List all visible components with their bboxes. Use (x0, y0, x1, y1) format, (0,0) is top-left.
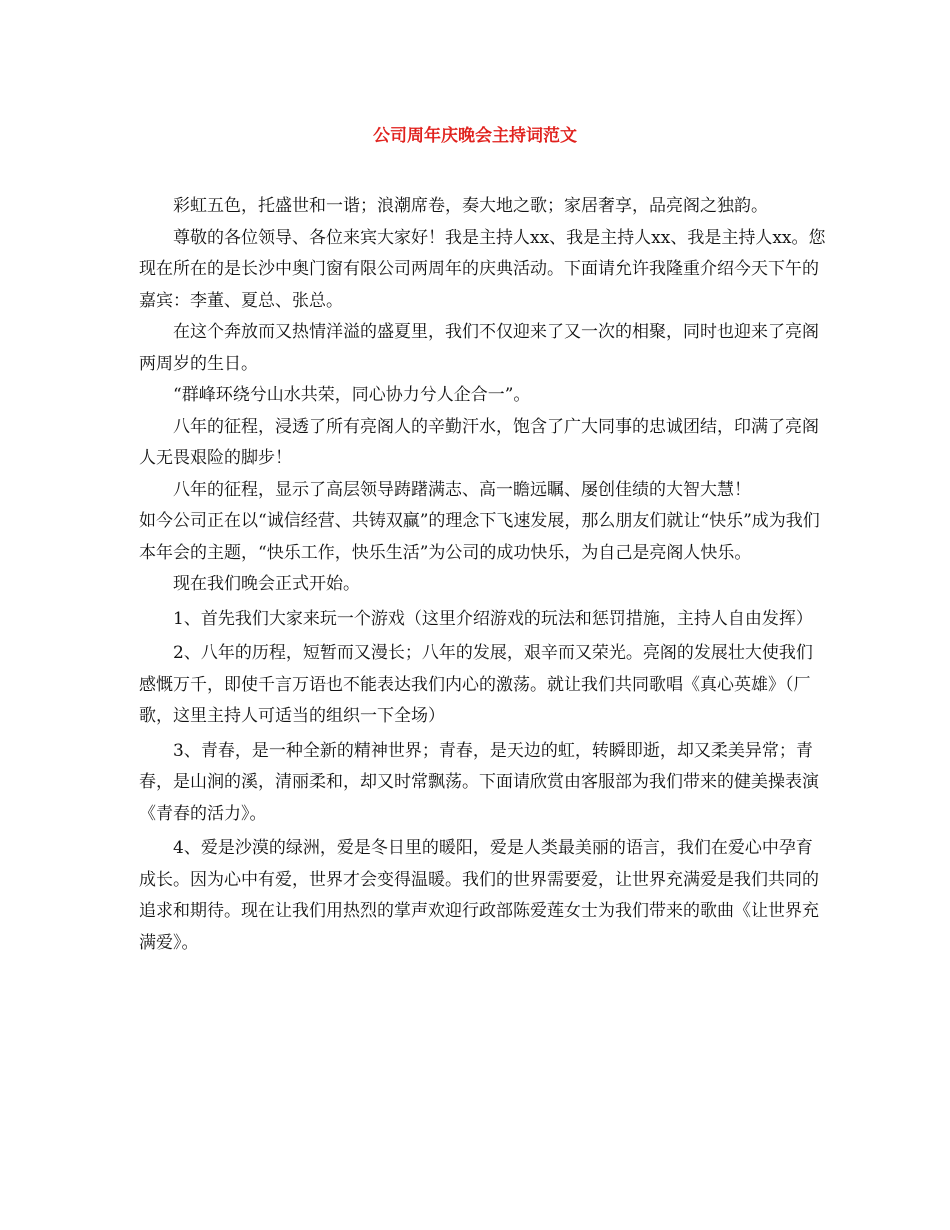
paragraph: 彩虹五色，托盛世和一谐；浪潮席卷，奏大地之歌；家居奢享，品亮阁之独韵。 (173, 196, 768, 216)
paragraph: 3、青春，是一种全新的精神世界；青春，是天边的虹，转瞬即逝，却又柔美异常；青春，是山涧的溪，清丽柔和，却又时常飘荡。下面请欣赏由客服部为我们带来的健美操表演《青春的活力》。 (139, 740, 819, 824)
paragraph: 如今公司正在以“诚信经营、共铸双赢”的理念下飞速发展，那么朋友们就让“快乐”成为我们本年会的主题，“快乐工作，快乐生活”为公司的成功快乐，为自己是亮阁人快乐。 (139, 511, 820, 563)
paragraph: 尊敬的各位领导、各位来宾大家好！我是主持人xx、我是主持人xx、我是主持人xx。您现在所在的是长沙中奥门窗有限公司两周年的庆典活动。下面请允许我隆重介绍今天下午的嘉宾：李董、夏总、张总。 (139, 227, 826, 311)
paragraph: 在这个奔放而又热情洋溢的盛夏里，我们不仅迎来了又一次的相聚，同时也迎来了亮阁两周岁的生日。 (139, 322, 819, 374)
document-title: 公司周年庆晚会主持词范文 (373, 126, 577, 146)
paragraph: 现在我们晚会正式开始。 (173, 574, 360, 594)
paragraph: 4、爱是沙漠的绿洲，爱是冬日里的暖阳，爱是人类最美丽的语言，我们在爱心中孕育成长。因为心中有爱，世界才会变得温暖。我们的世界需要爱，让世界充满爱是我们共同的追求和期待。现在让我们用热烈的掌声欢迎行政部陈爱莲女士为我们带来的歌曲《让世界充满爱》。 (139, 838, 819, 953)
document-body (139, 191, 829, 959)
paragraph: 2、八年的历程，短暂而又漫长；八年的发展，艰辛而又荣光。亮阁的发展壮大使我们感慨万千，即使千言万语也不能表达我们内心的激荡。就让我们共同歌唱《真心英雄》（厂歌，这里主持人可适当的组织一下全场） (139, 643, 813, 726)
paragraph: 八年的征程，显示了高层领导踌躇满志、高一瞻远瞩、屡创佳绩的大智大慧！ (173, 479, 751, 500)
paragraph: 1、首先我们大家来玩一个游戏（这里介绍游戏的玩法和惩罚措施，主持人自由发挥） (173, 608, 813, 629)
paragraph: 八年的征程，浸透了所有亮阁人的辛勤汗水，饱含了广大同事的忠诚团结，印满了亮阁人无畏艰险的脚步！ (139, 416, 819, 468)
paragraph: “群峰环绕兮山水共荣，同心协力兮人企合一”。 (173, 385, 531, 405)
